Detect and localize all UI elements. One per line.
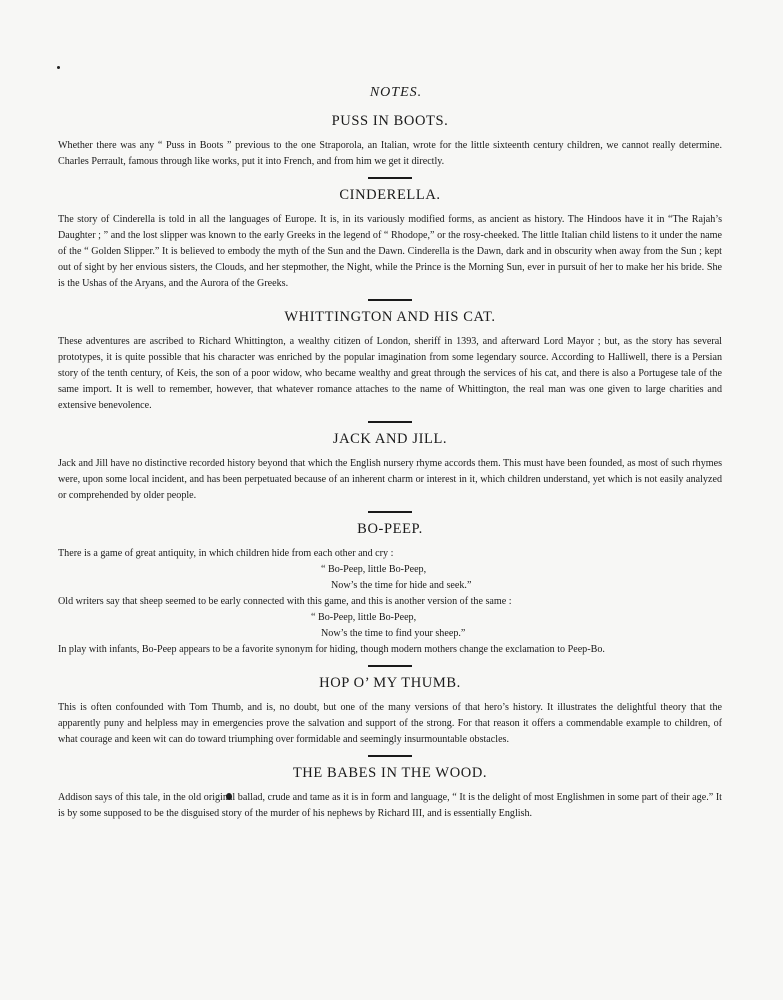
ink-speck xyxy=(57,66,60,69)
section-divider xyxy=(368,755,412,757)
bo-peep-intro: There is a game of great antiquity, in which children hide from each other and cry : xyxy=(58,548,394,559)
bo-peep-verse2-line1: “ Bo-Peep, little Bo-Peep, xyxy=(311,612,417,623)
section-text-puss-in-boots: Whether there was any “ Puss in Boots ” previous to the one Straporola, an Italian, wrote for the little sixteenth century children, we cannot really determine. Charles Perrault, famous through like works, put it into French, and from him we get it directly. xyxy=(58,140,722,167)
bo-peep-verse1-line2: Now’s the time for hide and seek.” xyxy=(331,580,472,591)
bo-peep-verse1-line1: “ Bo-Peep, little Bo-Peep, xyxy=(321,564,427,575)
section-text-jack-and-jill: Jack and Jill have no distinctive recorded history beyond that which the English nursery rhyme accords them. This must have been founded, as most of such rhymes were, upon some local incident, and has been perpetuated because of an inherent charm or interest in it, which children understand, yet which is not easily analyzed or comprehended by older people. xyxy=(58,458,722,501)
section-text-babes-in-the-wood: Addison says of this tale, in the old original ballad, crude and tame as it is in form and language, “ It is the delight of most Englishmen in some part of their age.” It is by some supposed to be the disguised story of the murder of his nephews by Richard III, and is essentially English. xyxy=(58,792,722,819)
notes-title: NOTES. xyxy=(369,85,423,100)
section-text-whittington: These adventures are ascribed to Richard Whittington, a wealthy citizen of London, sheriff in 1393, and afterward Lord Mayor ; but, as the story has several prototypes, it is quite possible that his character was enriched by the popular imagination from some legendary source. According to Halliwell, there is a Persian story of the tenth century, of Keis, the son of a poor widow, who became wealthy and great through the services of his cat, and there is also a Portugese tale of the same import. It is well to remember, however, that whatever romance attaches to the name of Whittington, the real man was one given to large charities and extensive benevolence. xyxy=(58,336,722,411)
section-text-hop-o-my-thumb: This is often confounded with Tom Thumb, and is, no doubt, but one of the many versions of that hero’s history. It illustrates the delightful theory that the apparently puny and helpless may in emergencies prove the salvation and support of the strong. For that reason it offers a commendable example to children, of what courage and keen wit can do toward triumphing over formidable and seemingly insurmountable obstacles. xyxy=(58,702,722,745)
section-title-jack-and-jill: JACK AND JILL. xyxy=(332,431,448,447)
section-divider xyxy=(368,177,412,179)
section-title-hop-o-my-thumb: HOP O’ MY THUMB. xyxy=(319,675,461,691)
section-title-puss-in-boots: PUSS IN BOOTS. xyxy=(331,113,449,129)
section-divider xyxy=(368,299,412,301)
section-title-bo-peep: BO-PEEP. xyxy=(357,521,423,537)
bo-peep-outro: In play with infants, Bo-Peep appears to be a favorite synonym for hiding, though modern mothers change the exclamation to Peep-Bo. xyxy=(58,644,605,655)
section-title-whittington: WHITTINGTON AND HIS CAT. xyxy=(284,309,496,325)
section-divider xyxy=(368,421,412,423)
section-text-cinderella: The story of Cinderella is told in all the languages of Europe. It is, in its variously modified forms, as ancient as history. The Hindoos have it in “The Rajah’s Daughter ; ” and the lost slipper was known to the early Greeks in the legend of “ Rhodope,” or the rosy-cheeked. The little Italian child listens to it under the name of the “ Golden Slipper.” It is believed to embody the myth of the Sun and the Dawn. Cinderella is the Dawn, dark and in obscurity when away from the Sun ; kept out of sight by her envious sisters, the Clouds, and her stepmother, the Night, while the Prince is the Morning Sun, ever in pursuit of her to make her his bride. She is the Ushas of the Aryans, and the Aurora of the Greeks. xyxy=(58,214,722,289)
section-title-babes-in-the-wood: THE BABES IN THE WOOD. xyxy=(292,765,488,781)
section-divider xyxy=(368,511,412,513)
bo-peep-verse2-line2: Now’s the time to find your sheep.” xyxy=(321,628,466,639)
section-divider xyxy=(368,665,412,667)
notes-content xyxy=(58,85,722,822)
section-title-cinderella: CINDERELLA. xyxy=(339,187,441,203)
bo-peep-middle: Old writers say that sheep seemed to be early connected with this game, and this is another version of the same : xyxy=(58,596,512,607)
